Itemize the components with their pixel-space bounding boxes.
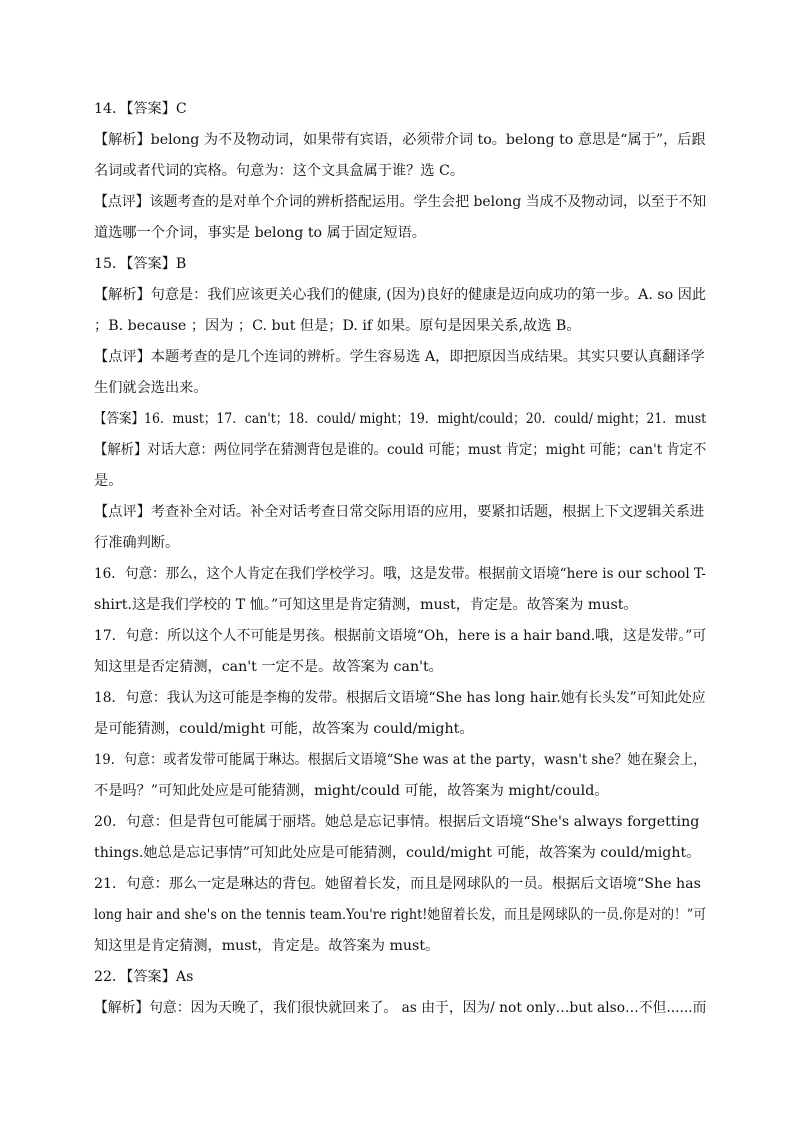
q17-explanation-line-1: 17．句意：所以这个人不可能是男孩。根据前文语境“Oh，here is a hair band.哦，这是发带。”可 xyxy=(94,628,707,644)
q16-21-analysis-line-2: 是。 xyxy=(94,473,123,489)
q21-explanation-line-1: 21．句意：那么一定是琳达的背包。她留着长发，而且是网球队的一员。根据后文语境“She has xyxy=(94,876,701,892)
q15-comment-line-1: 【点评】本题考查的是几个连词的辨析。学生容易选 A，即把原因当成结果。其实只要认真翻译学 xyxy=(94,349,705,365)
q22-answer: 22．【答案】As xyxy=(94,969,194,985)
q16-explanation-line-2: shirt.这是我们学校的 T 恤。”可知这里是肯定猜测，must，肯定是。故答案为 must。 xyxy=(94,597,638,613)
q14-comment-line-1: 【点评】该题考查的是对单个介词的辨析搭配运用。学生会把 belong 当成不及物动词，以至于不知 xyxy=(94,194,707,210)
q19-explanation-line-2: 不是吗？”可知此处应是可能猜测，might/could 可能，故答案为 might/could。 xyxy=(94,783,609,799)
q15-comment-line-2: 生们就会选出来。 xyxy=(94,380,208,396)
q15-analysis-line-2: ；B. because ；因为 ；C. but 但是；D. if 如果。原句是因果关系,故选 B。 xyxy=(94,318,581,334)
q16-explanation-line-1: 16．句意：那么，这个人肯定在我们学校学习。哦，这是发带。根据前文语境“here is our school T- xyxy=(94,566,706,582)
q17-explanation-line-2: 知这里是否定猜测，can't 一定不是。故答案为 can't。 xyxy=(94,659,443,675)
q16-21-comment-line-2: 行准确判断。 xyxy=(94,535,180,551)
q14-answer: 14．【答案】C xyxy=(94,101,187,117)
q16-21-comment-line-1: 【点评】考查补全对话。补全对话考查日常交际用语的应用，要紧扣话题，根据上下文逻辑关系进 xyxy=(94,504,705,520)
q19-explanation-line-1: 19．句意：或者发带可能属于琳达。根据后文语境“She was at the party，wasn't she？她在聚会上， xyxy=(94,752,707,768)
q14-comment-line-2: 道选哪一个介词，事实是 belong to 属于固定短语。 xyxy=(94,225,426,241)
q14-analysis-line-1: 【解析】belong 为不及物动词，如果带有宾语，必须带介词 to。belong to 意思是“属于”，后跟 xyxy=(94,132,706,148)
q20-explanation-line-2: things.她总是忘记事情”可知此处应是可能猜测，could/might 可能，故答案为 could/might。 xyxy=(94,845,701,861)
q18-explanation-line-1: 18．句意：我认为这可能是李梅的发带。根据后文语境“She has long hair.她有长头发”可知此处应 xyxy=(94,690,706,706)
q15-analysis-line-1: 【解析】句意是：我们应该更关心我们的健康, (因为)良好的健康是迈向成功的第一步。A. so 因此 xyxy=(94,287,707,303)
q14-analysis-line-2: 名词或者代词的宾格。句意为：这个文具盒属于谁？选 C。 xyxy=(94,163,465,179)
q18-explanation-line-2: 是可能猜测，could/might 可能，故答案为 could/might。 xyxy=(94,721,474,737)
q22-analysis-line-1: 【解析】句意：因为天晚了，我们很快就回来了。 as 由于，因为/ not only…but also…不但......而 xyxy=(94,1000,707,1016)
q16-21-analysis-line-1: 【解析】对话大意：两位同学在猜测背包是谁的。could 可能；must 肯定；might 可能；can't 肯定不 xyxy=(94,442,707,458)
answer-explanations xyxy=(94,94,706,1024)
q21-explanation-line-3: 知这里是肯定猜测，must，肯定是。故答案为 must。 xyxy=(94,938,440,954)
q20-explanation-line-1: 20．句意：但是背包可能属于丽塔。她总是忘记事情。根据后文语境“She's always forgetting xyxy=(94,814,700,830)
q21-explanation-line-2: long hair and she's on the tennis team.You're right!她留着长发，而且是网球队的一员.你是对的！”可 xyxy=(94,907,707,923)
q15-answer: 15．【答案】B xyxy=(94,256,187,272)
q16-21-answers: 【答案】16．must；17．can't；18．could/ might；19．might/could；20．could/ might；21．must xyxy=(94,411,707,427)
